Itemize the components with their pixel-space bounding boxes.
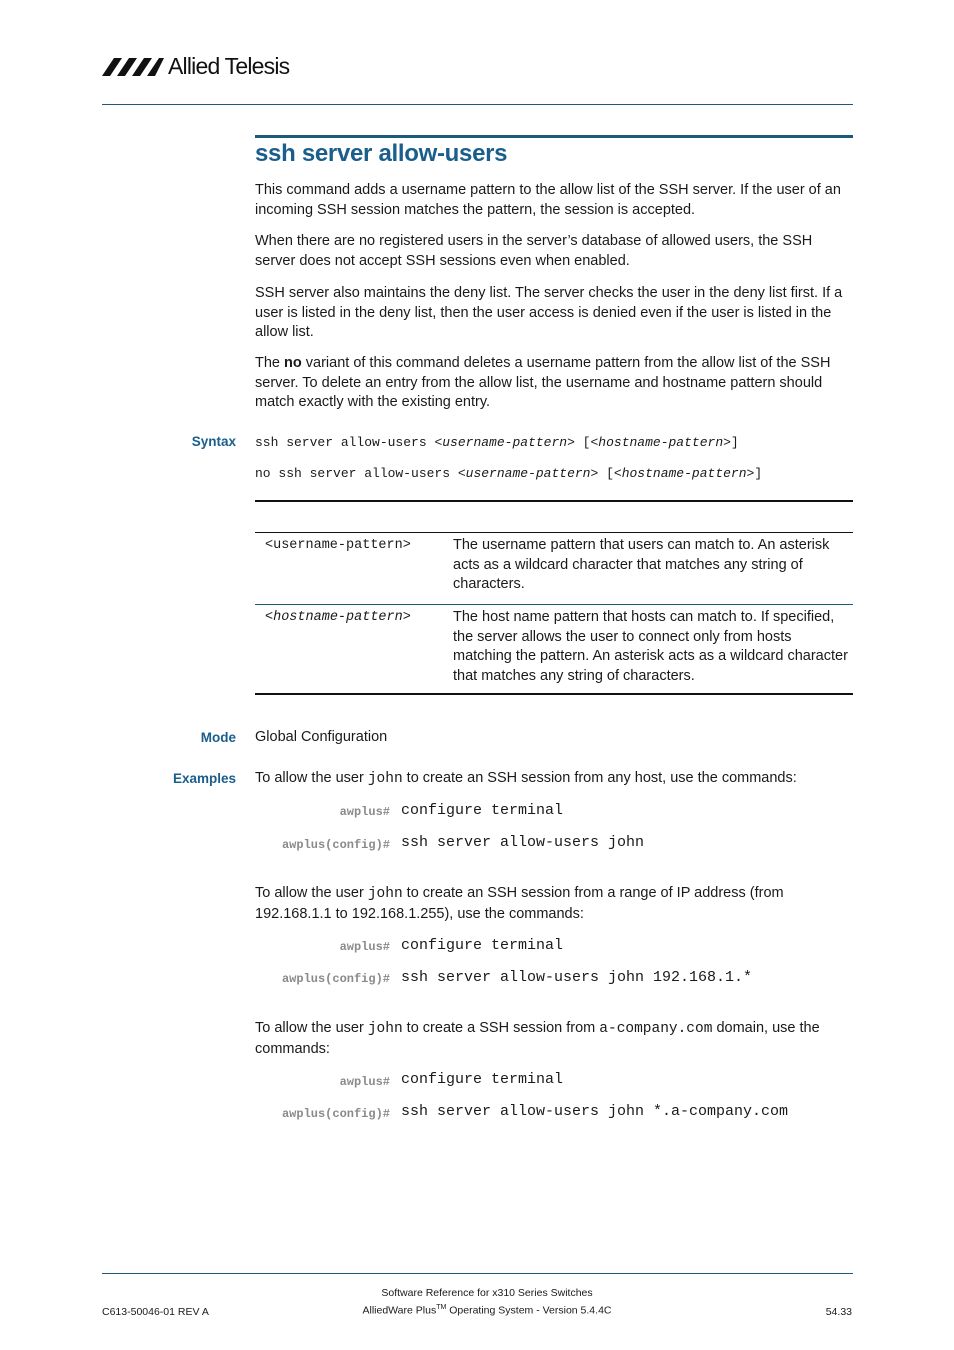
table-bottom-rule (255, 693, 853, 695)
allied-telesis-logo-icon (102, 54, 164, 78)
syntax-line: ssh server allow-users <username-pattern> [<hostname-pattern>] (255, 435, 739, 450)
description-paragraph: SSH server also maintains the deny list. The server checks the user in the deny list first. If a user is listed in the deny list, then the user access is denied even if the user is listed in the allow list. (255, 285, 843, 340)
inline-code: john (367, 886, 403, 902)
syntax-label: Syntax (191, 434, 236, 449)
example-intro: To allow the user john to create an SSH session from any host, use the commands: (255, 770, 797, 787)
footer-doc-title: Software Reference for x310 Series Switches (381, 1287, 593, 1299)
param-description: The username pattern that users can match to. An asterisk acts as a wildcard character that matches any string of characters. (453, 537, 830, 592)
table-header-rule (255, 532, 853, 533)
cli-command: ssh server allow-users john (401, 834, 645, 851)
header-rule (102, 104, 853, 105)
description-paragraph: When there are no registered users in the server’s database of allowed users, the SSH server does not accept SSH sessions even when enabled. (255, 233, 813, 269)
description-paragraph: This command adds a username pattern to the allow list of the SSH server. If the user of an incoming SSH session matches the pattern, the session is accepted. (255, 182, 841, 218)
example-intro: To allow the user john to create an SSH session from a range of IP address (from 192.168.1.1 to 192.168.1.255), use the commands: (255, 885, 784, 922)
cli-command: configure terminal (401, 802, 564, 819)
param-description: The host name pattern that hosts can match to. If specified, the server allows the user to connect only from hosts matching the pattern. An asterisk acts as a wildcard character that matches any string of characters. (453, 609, 848, 684)
syntax-line-no: no ssh server allow-users <username-pattern> [<hostname-pattern>] (255, 466, 763, 481)
brand-name: Allied Telesis (168, 52, 290, 79)
footer-doc-id: C613-50046-01 REV A (102, 1306, 209, 1318)
mode-value: Global Configuration (255, 729, 388, 745)
inline-code: john (367, 1021, 403, 1037)
no-variant-paragraph: The no variant of this command deletes a username pattern from the allow list of the SSH server. To delete an entry from the allow list, the username and hostname pattern should match exactly with the existing entry. (255, 355, 831, 410)
mode-label: Mode (200, 730, 236, 745)
cli-command: ssh server allow-users john 192.168.1.* (401, 969, 753, 986)
brand-logo (102, 50, 289, 82)
table-row-divider (255, 604, 853, 605)
cli-prompt: awplus(config)# (281, 1107, 390, 1121)
title-rule (255, 135, 853, 138)
cli-prompt: awplus(config)# (281, 972, 390, 986)
inline-code: john (367, 771, 403, 787)
param-name: <username-pattern> (265, 538, 411, 553)
page-title: ssh server allow-users (255, 140, 508, 167)
cli-command: configure terminal (401, 937, 564, 954)
footer-rule (102, 1273, 853, 1274)
cli-command: configure terminal (401, 1071, 564, 1088)
footer-os-version: AlliedWare Plus™ Operating System - Version 5.4.4C (362, 1304, 612, 1317)
inline-code: a-company.com (599, 1021, 713, 1037)
footer-page-number: 54.33 (825, 1306, 852, 1318)
cli-prompt: awplus(config)# (281, 838, 390, 852)
param-name: <hostname-pattern> (265, 610, 411, 625)
example-intro: To allow the user john to create a SSH session from a-company.com domain, use the commands: (255, 1020, 820, 1057)
cli-prompt: awplus# (339, 940, 390, 954)
cli-prompt: awplus# (339, 805, 390, 819)
table-top-rule (255, 500, 853, 502)
no-keyword: no (284, 355, 302, 371)
cli-prompt: awplus# (339, 1075, 390, 1089)
cli-command: ssh server allow-users john *.a-company.com (401, 1103, 789, 1120)
examples-label: Examples (172, 771, 236, 786)
